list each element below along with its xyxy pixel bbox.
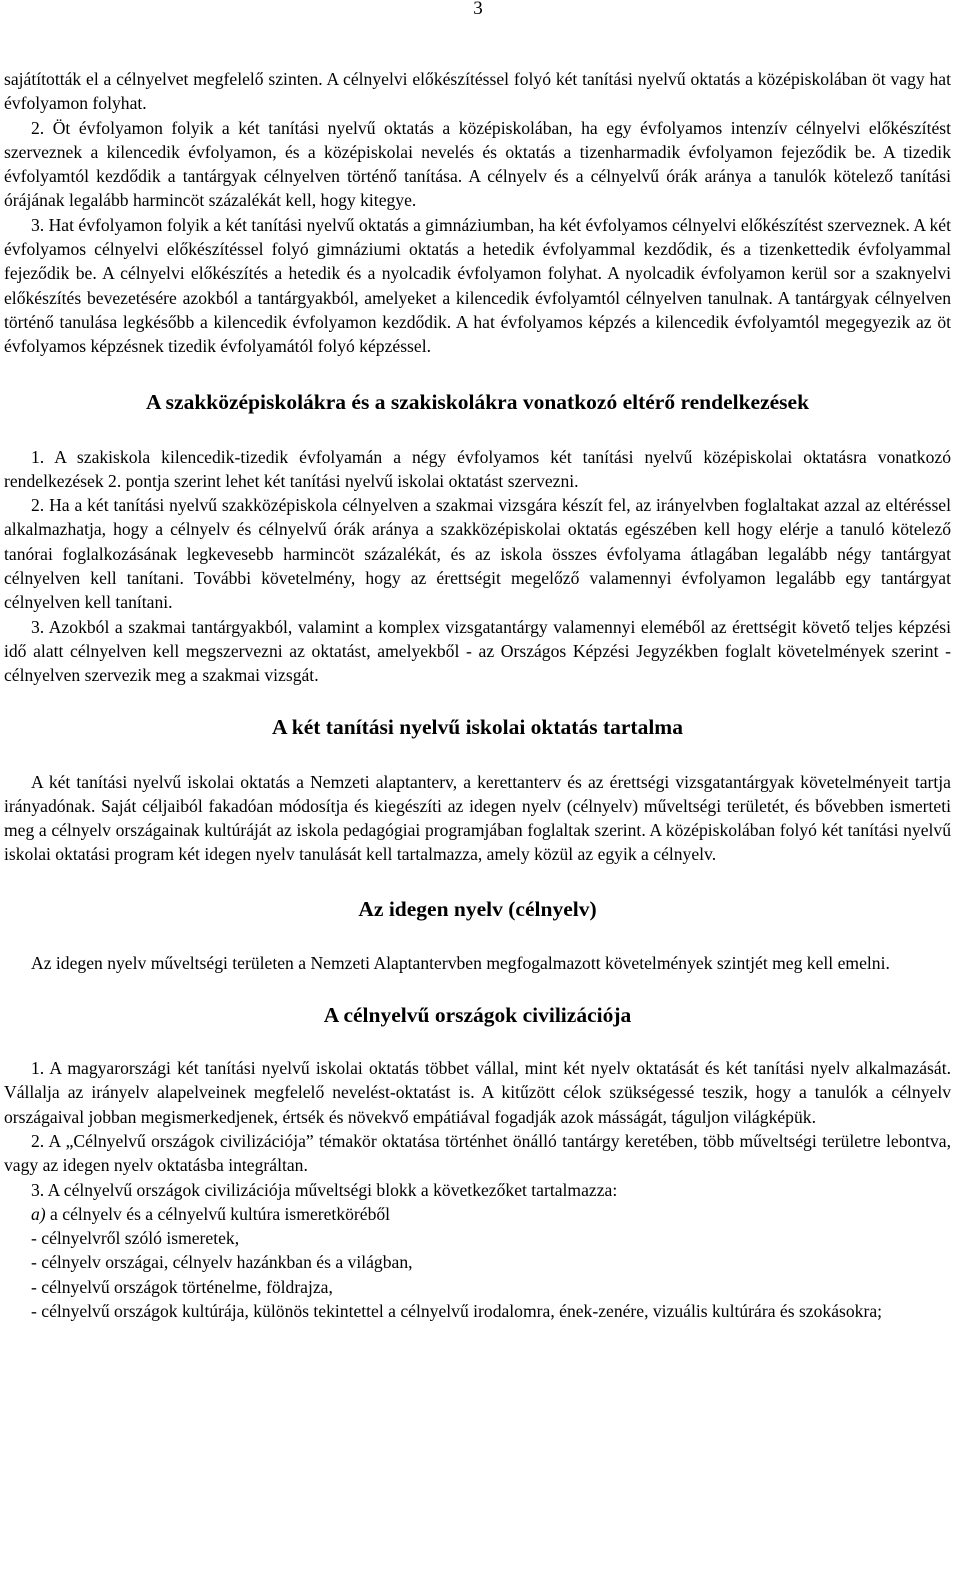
- tartalma-paragraph: A két tanítási nyelvű iskolai oktatás a Nemzeti alaptanterv, a kerettanterv és az érettségi vizsgatantárgyak követelményeit tartja irányadónak. Saját céljaiból fakadóan módosítja és kiegészíti az idegen nyelv (célnyelv) műveltségi területét, és bővebben ismerteti meg a célnyelv országainak kultúráját az iskola pedagógiai programjában foglaltak szerint. A középiskolában folyó két tanítási nyelvű iskolai oktatási program két idegen nyelv tanulását kell tartalmazza, amely közül az egyik a célnyelv.: [4, 771, 951, 865]
- civ-point-3: 3. A célnyelvű országok civilizációja műveltségi blokk a következőket tartalmazza:: [31, 1179, 618, 1200]
- civ-subpoint-a: [4, 1202, 951, 1226]
- page-number: 3: [473, 0, 483, 19]
- civ-point-1: 1. A magyarországi két tanítási nyelvű iskolai oktatás többet vállal, mint két nyelv oktatását és két tanítási nyelv alkalmazását. Vállalja az irányelv alapelveinek megfelelő nevelést-oktatást is. A kitűzött célok szükségessé teszik, hogy a tanulók a célnyelv országaival jobban megismerkedjenek, értsék és növekvő empátiával fogadják azok másságát, táguljon világképük.: [4, 1058, 951, 1127]
- szak-point-2: 2. Ha a két tanítási nyelvű szakközépiskola célnyelven a szakmai vizsgára készít fel, az irányelvben foglaltakat azzal az eltéréssel alkalmazhatja, hogy a célnyelv és célnyelvű órák aránya a szakközépiskolai oktatás egészében kell hogy elérje a tanuló kötelező tanórai foglalkozásának legkevesebb harmincöt százalékát, és az iskola összes évfolyama átlagában legalább négy tantárgyat célnyelven kell tanítani. További követelmény, hogy az érettségit megelőző valamennyi évfolyamon legalább egy tantárgyat célnyelven kell tanítani.: [4, 495, 951, 613]
- heading-tartalma: A két tanítási nyelvű iskolai oktatás tartalma: [272, 714, 683, 739]
- list-item: - célnyelvről szóló ismeretek,: [31, 1228, 240, 1249]
- heading-idegen-nyelv: Az idegen nyelv (célnyelv): [358, 896, 597, 921]
- civ-point-2: 2. A „Célnyelvű országok civilizációja” témakör oktatása történhet önálló tantárgy keretében, több műveltségi területre lebontva, vagy az idegen nyelv oktatásba integráltan.: [4, 1130, 951, 1176]
- szak-point-3: 3. Azokból a szakmai tantárgyakból, valamint a komplex vizsgatantárgy valamennyi eleméből az érettségit követő teljes képzési idő alatt célnyelven kell megszervezni az oktatást, amelyekből - az Országos Képzési Jegyzékben foglalt követelmények szerint - célnyelven szervezik meg a szakmai vizsgát.: [4, 616, 951, 686]
- list-item: - célnyelv országai, célnyelv hazánkban és a világban,: [31, 1252, 413, 1273]
- heading-szakkozepiskolak: A szakközépiskolákra és a szakiskolákra vonatkozó eltérő rendelkezések: [145, 389, 810, 414]
- idegen-paragraph: Az idegen nyelv műveltségi területen a Nemzeti Alaptantervben megfogalmazott követelmények szintjét meg kell emelni.: [31, 952, 890, 973]
- list-item: - célnyelvű országok kultúrája, különös tekintettel a célnyelvű irodalomra, ének-zenére, vizuális kultúrára és szokásokra;: [31, 1300, 883, 1321]
- subpoint-text: a célnyelv és a célnyelvű kultúra ismeretköréből: [45, 1203, 391, 1224]
- paragraph-continuation: sajátították el a célnyelvet megfelelő szinten. A célnyelvi előkészítéssel folyó két tanítási nyelvű oktatás a középiskolában öt vagy hat évfolyamon folyhat.: [4, 69, 951, 114]
- heading-civilizacio: A célnyelvű országok civilizációja: [323, 1003, 632, 1028]
- list-item: - célnyelvű országok történelme, földrajza,: [31, 1276, 333, 1297]
- paragraph-point-3: 3. Hat évfolyamon folyik a két tanítási nyelvű oktatás a gimnáziumban, ha két évfolyamos célnyelvi előkészítést szerveznek. A két évfolyamos célnyelvi előkészítéssel folyó gimnáziumi oktatás a hetedik évfolyammal kezdődik, és a tizenkettedik évfolyammal fejeződik be. A célnyelvi előkészítés a hetedik és a nyolcadik évfolyamon folyhat. A nyolcadik évfolyamon kerül sor a szaknyelvi előkészítés bevezetésére azokból a tantárgyakból, amelyeket a kilencedik évfolyamtól célnyelven tanulnak. A tantárgyak célnyelven történő tanulása legkésőbb a kilencedik évfolyamon kezdődik. A hat évfolyamos képzés a kilencedik évfolyamtól megegyezik az öt évfolyamos képzésnek tizedik évfolyamától folyó képzéssel.: [4, 214, 951, 357]
- paragraph-point-2: 2. Öt évfolyamon folyik a két tanítási nyelvű oktatás a középiskolában, ha egy évfolyamos intenzív célnyelvi előkészítést szerveznek a kilencedik évfolyamon, és a középiskolai nevelés és oktatás a tizenharmadik évfolyamon fejeződik be. A tizedik évfolyamtól kezdődik a tantárgyak célnyelven történő tanítása. A célnyelv és a célnyelvű órák aránya a tanulók kötelező tanítási órájának legalább harmincöt százalékát kell, hogy kitegye.: [4, 117, 951, 211]
- document-body: [4, 67, 951, 1323]
- szak-point-1: 1. A szakiskola kilencedik-tizedik évfolyamán a négy évfolyamos két tanítási nyelvű középiskolai oktatásra vonatkozó rendelkezések 2. pontja szerint lehet két tanítási nyelvű iskolai oktatást szervezni.: [4, 446, 951, 491]
- subpoint-label: a): [31, 1203, 46, 1224]
